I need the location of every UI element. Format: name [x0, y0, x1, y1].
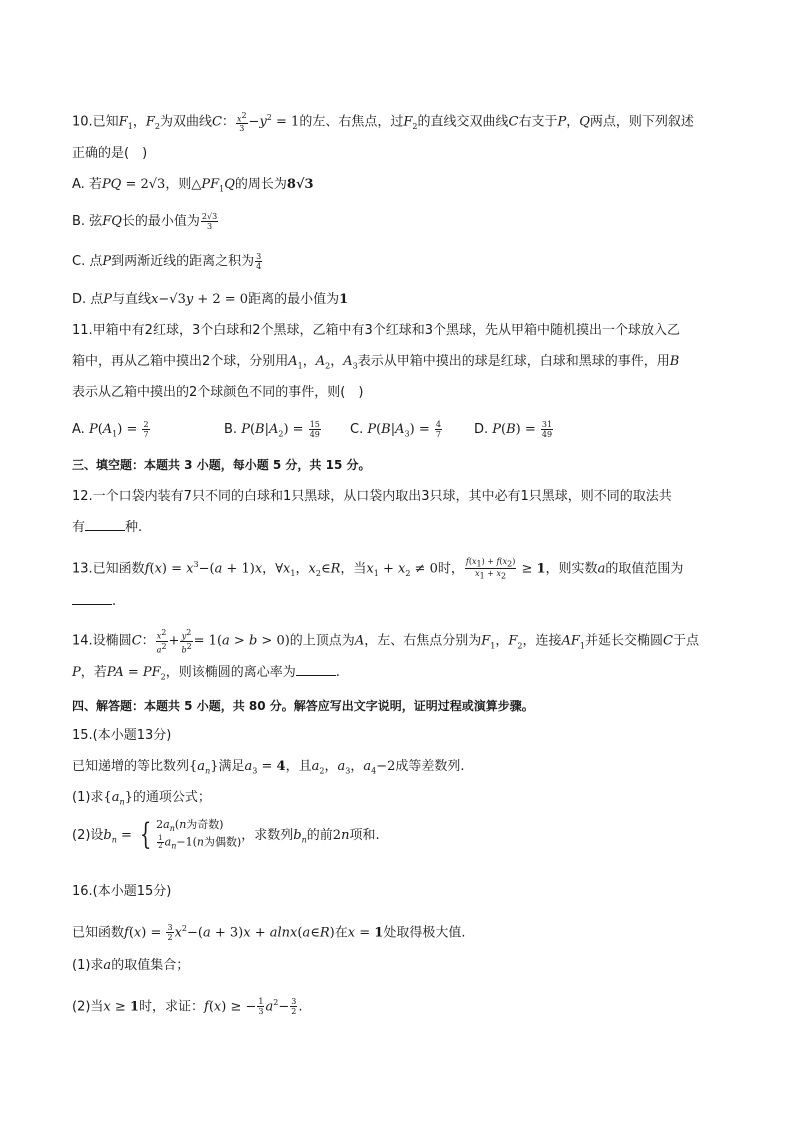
q11-options	[72, 420, 722, 445]
section-4-heading: 四、解答题：本题共 5 小题，共 80 分。解答应写出文字说明，证明过程或演算步骤。	[72, 699, 534, 713]
q11-option-d: D. P(B) = $\frac{31}{49}$	[474, 420, 553, 439]
q16-stem: 已知函数f(x) = $\frac{3}{2}$ $x^2-(a + 3)x$ + alnx(a∈R)在x = 1处取得极大值.	[72, 923, 466, 943]
section-3-heading: 三、填空题：本题共 3 小题，每小题 5 分，共 15 分。	[72, 458, 371, 472]
answer-blank	[85, 518, 125, 531]
q11-line3: 表示从乙箱中摸出的2个球颜色不同的事件，则( )	[72, 385, 364, 400]
q10-option-a: A. 若PQ = 2√3，则$\triangle PF_1Q$的周长为8√3	[72, 177, 314, 194]
q16-part1: (1)求a的取值集合；	[72, 958, 190, 973]
q11-line1: 11.甲箱中有2红球，3个白球和2个黑球，乙箱中有3个红球和3个黑球，先从甲箱中随机摸出一个球放入乙	[72, 323, 681, 338]
q16-heading: 16.(本小题15分)	[72, 884, 172, 899]
q10-option-b: B. 弦FQ长的最小值为 $\frac{2√3}{3}$	[72, 212, 218, 231]
q14-line2: P，若PA = $PF_2$，则该椭圆的离心率为 .	[72, 665, 340, 682]
q16-part2: (2)当x ≥ 1时，求证：f(x) ≥ − $\frac{1}{3}$ $a^2-$ $\frac{3}{2}$ .	[72, 997, 303, 1017]
q10-line2: 正确的是( )	[72, 146, 148, 161]
q11-line2: 箱中，再从乙箱中摸出2个球，分别用$A_1$，$A_2$，$A_3$表示从甲箱中摸出的球是红球，白球和黑球的事件，用B	[72, 354, 680, 371]
q15-heading: 15.(本小题13分)	[72, 728, 172, 743]
q13-line1: 13.已知函数$f(x) = x^3-(a + 1)x$，$\forall x_1$，$x_2\in R$，当$x_1 + x_2 \ne 0$时， $\frac{f(x_1) + f(x_2)}{x_1 + x_2}$ ≥ 1，则实数a的取值范围为	[72, 556, 684, 581]
q13-line2: .	[72, 592, 722, 612]
q14-line1: 14.设椭圆C： $\frac{x^2}{a^2}$ + $\frac{y^2}{b^2}$ = 1(a > b > 0)的上顶点为A，左、右焦点分别为$F_1$，$F_2$，连接$AF_1$并延长交椭圆C于点	[72, 628, 699, 655]
q15-stem: 已知递增的等比数列$\{a_n\}$满足$a_3 = 4$，且$a_2$，$a_3$，$a_4-2$成等差数列.	[72, 759, 465, 776]
q15-part2: (2)设$b_n$ = { $2a_n(n$为奇数) $\frac{1}{2}$ $a_n-1(n$为偶数) ，求数列$b_n$的前2n项和.	[72, 817, 380, 853]
answer-blank	[296, 663, 336, 676]
q12-line1: 12.一个口袋内装有7只不同的白球和1只黑球，从口袋内取出3只球，其中必有1只黑球，则不同的取法共	[72, 489, 672, 504]
q11-option-c: C. $P(B|A_3)$ = $\frac{4}{7}$	[350, 420, 441, 439]
q12-line2: 有 种.	[72, 520, 143, 535]
q11-option-a: A. $P(A_1)$ = $\frac{2}{7}$	[72, 420, 149, 439]
q10-line1: 10.已知$F_1$，$F_2$为双曲线C： $\frac{x^2}{3}$ $-y^2 = 1$的左、右焦点，过$F_2$的直线交双曲线C右支于P，Q两点，则下列叙述	[72, 110, 694, 134]
q15-part1: (1)求$\{a_n\}$的通项公式；	[72, 790, 211, 807]
q11-option-b: B. $P(B|A_2)$ = $\frac{15}{49}$	[224, 420, 320, 439]
answer-blank	[72, 592, 112, 605]
q10-option-d: D. 点P与直线x−√3y + 2 = 0距离的最小值为1	[72, 292, 349, 307]
q10-option-c: C. 点P到两渐近线的距离之积为 $\frac{3}{4}$	[72, 252, 262, 271]
